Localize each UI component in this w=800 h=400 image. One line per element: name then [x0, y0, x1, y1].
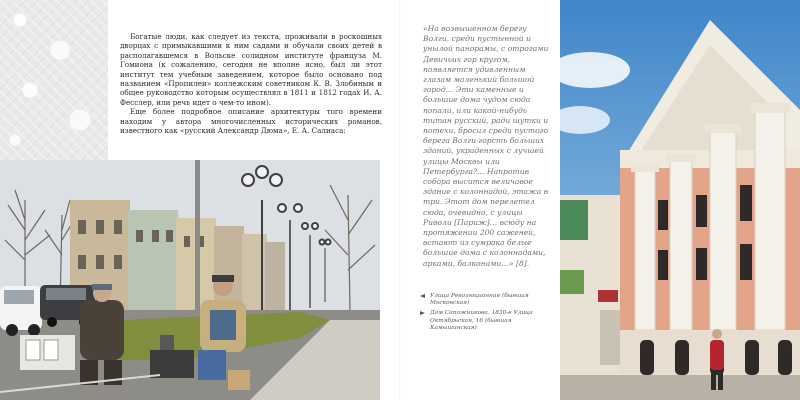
quote-text: «На возвышенном берегу Волги, среди пустынной и унылой панорамы, с отрогами Девичьих гор кругом, появляется удивленным глазам маленький большой город… Эти каменные и большие дома чудом сюда попали, или какой-нибудь титан русский, ради шутки и потехи, бросил среди пустого берега Волги горсть больших зданий, украденных с лучшей улицы Москвы или Петербурга?… Напротив собора высится величавое здание с колоннадой, этажа в три. Этот дом перелетел сюда, очевидно, с улицы Риволи [Париж]… всюду на протяжении 200 саженей, встают из сумрака белые большие дома с колоннадами, арками, балконами…» [8]. [423, 24, 549, 268]
street-photo [0, 160, 380, 400]
arrow-right-icon [420, 311, 425, 315]
body-text [120, 32, 382, 135]
caption-street-text: Улица Революционная (бывшая Московская) [430, 293, 529, 307]
caption-building [420, 310, 554, 332]
caption-street [420, 293, 554, 307]
page-gutter [399, 0, 401, 400]
arrow-left-icon [420, 294, 425, 298]
ornamental-border [0, 0, 108, 160]
street-photo-illustration [0, 160, 380, 400]
paragraph-2: Еще более подробное описание архитектуры того времени находим у автора многочисленных исторических романов, известного как «русский Александр Дюма», Е. А. Салиаса: [120, 107, 382, 136]
paragraph-1: Богатые люди, как следует из текста, проживали в роскошных дворцах с примыкавшими к ним садами и обучали своих детей в располагавшемся в Вольске солидном институте француза М. Гомиона (к сожалению, сегодня не вполне ясно, был ли этот институт тем учебным заведением, которое было основано под названием «Пропилеи» коллежским советником К. В. Злобиным и общее руководство которым осуществлял в 1811 и 1812 годах И. А. Фесслер, или речь идет о чем-то ином). [120, 32, 382, 107]
building-photo [560, 0, 800, 400]
building-photo-illustration [560, 0, 800, 400]
captions [420, 293, 554, 335]
caption-building-text: Дом Сапожникова. 1830-е Улица Октябрьская, 16 (бывшая Камышинская) [430, 310, 533, 331]
